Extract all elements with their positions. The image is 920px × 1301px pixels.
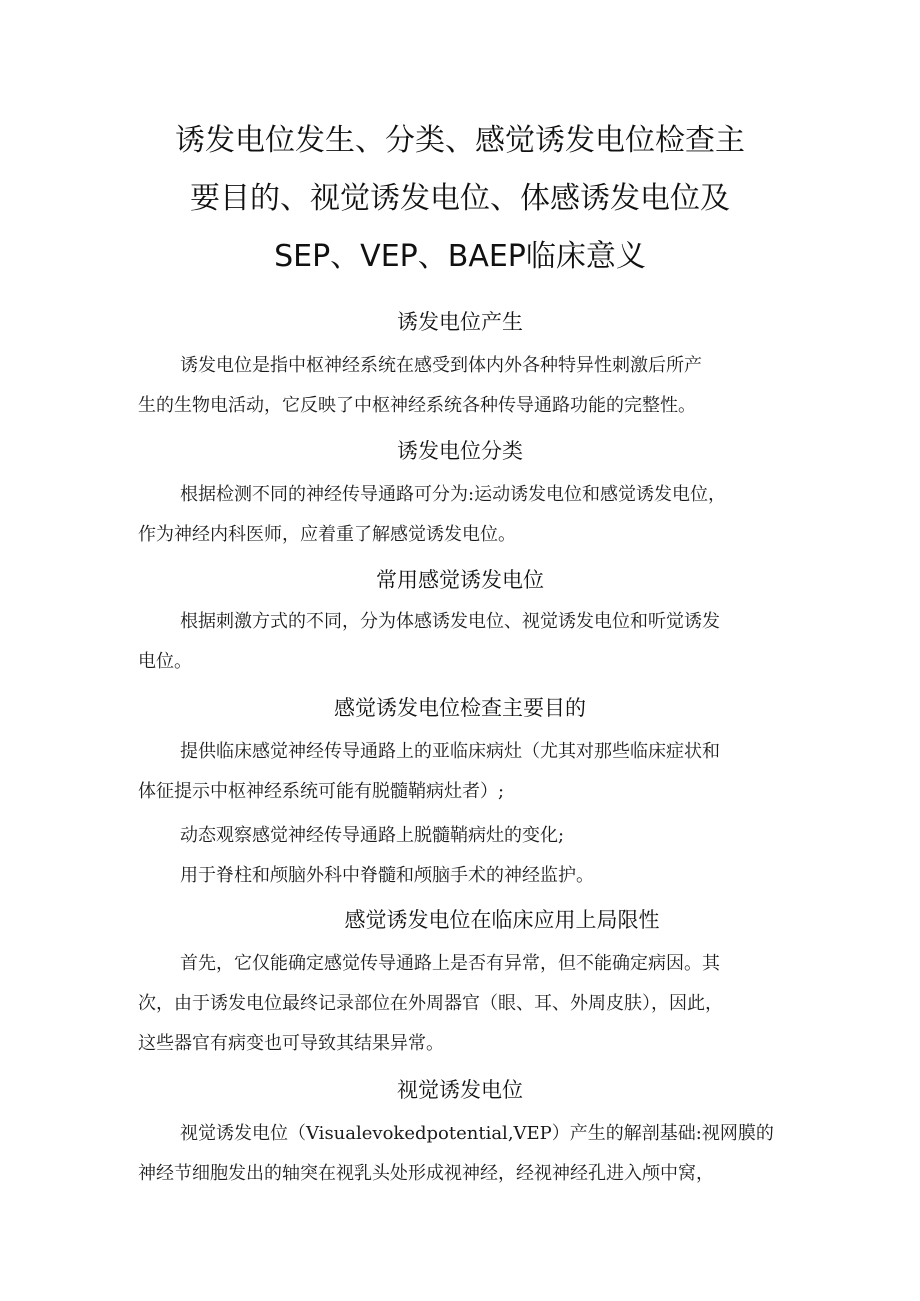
text-line: 根据刺激方式的不同，分为体感诱发电位、视觉诱发电位和听觉诱发 (180, 611, 720, 632)
text-line: 次，由于诱发电位最终记录部位在外周器官（眼、耳、外周皮肤），因此， (138, 993, 723, 1014)
text-line: 生的生物电活动，它反映了中枢神经系统各种传导通路功能的完整性。 (138, 395, 696, 416)
text-line: 体征提示中枢神经系统可能有脱髓鞘病灶者）; (138, 781, 505, 802)
section-heading-evoked-potential-classification: 诱发电位分类 (397, 439, 523, 463)
text-line: 根据检测不同的神经传导通路可分为:运动诱发电位和感觉诱发电位， (180, 484, 727, 505)
paragraph-evoked-potential-origin (138, 346, 788, 426)
paragraph-common-sensory-evoked-potentials (138, 602, 788, 682)
title-line: 诱发电位发生、分类、感觉诱发电位检查主 (175, 123, 745, 158)
text-line: 视觉诱发电位（Visualevokedpotential,VEP）产生的解剖基础:视网膜的 (180, 1123, 774, 1144)
section-heading-sensory-ep-purpose: 感觉诱发电位检查主要目的 (334, 696, 586, 720)
paragraph-sensory-ep-purpose-2 (138, 816, 788, 856)
text-line: 这些器官有病变也可导致其结果异常。 (138, 1033, 444, 1054)
text-line: 作为神经内科医师，应着重了解感觉诱发电位。 (138, 524, 516, 545)
paragraph-sensory-ep-limitations (138, 944, 788, 1064)
section-heading-visual-evoked-potential: 视觉诱发电位 (397, 1078, 523, 1102)
text-line: 动态观察感觉神经传导通路上脱髓鞘病灶的变化; (180, 825, 565, 846)
document-title (100, 112, 820, 286)
paragraph-evoked-potential-classification (138, 475, 788, 555)
text-line: 诱发电位是指中枢神经系统在感受到体内外各种特异性刺激后所产 (180, 355, 702, 376)
paragraph-sensory-ep-purpose-3 (138, 856, 788, 896)
text-line: 电位。 (138, 651, 192, 672)
text-line: 首先，它仅能确定感觉传导通路上是否有异常，但不能确定病因。其 (180, 953, 720, 974)
text-line: 神经节细胞发出的轴突在视乳头处形成视神经，经视神经孔进入颅中窝， (138, 1163, 714, 1184)
paragraph-visual-evoked-potential (138, 1114, 788, 1194)
section-heading-common-sensory-evoked-potentials: 常用感觉诱发电位 (376, 568, 544, 592)
text-line: 用于脊柱和颅脑外科中脊髓和颅脑手术的神经监护。 (180, 865, 594, 886)
paragraph-sensory-ep-purpose-1 (138, 732, 788, 812)
title-line: SEP、VEP、BAEP临床意义 (274, 239, 646, 274)
section-heading-evoked-potential-origin: 诱发电位产生 (397, 310, 523, 334)
text-line: 提供临床感觉神经传导通路上的亚临床病灶（尤其对那些临床症状和 (180, 741, 720, 762)
title-line: 要目的、视觉诱发电位、体感诱发电位及 (190, 181, 730, 216)
section-heading-sensory-ep-limitations: 感觉诱发电位在临床应用上局限性 (344, 908, 660, 932)
